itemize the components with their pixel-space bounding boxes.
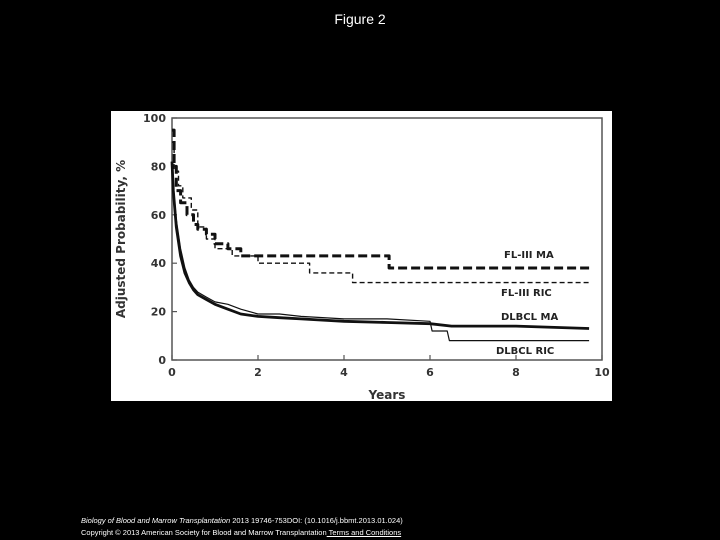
y-tick-label: 60 — [150, 208, 166, 222]
series-label: FL-III RIC — [501, 288, 552, 299]
x-axis-ticks — [168, 355, 610, 379]
y-tick-label: 80 — [150, 160, 166, 174]
series-label: DLBCL RIC — [496, 346, 555, 357]
series-label: DLBCL MA — [501, 312, 559, 323]
x-tick-label: 6 — [426, 366, 434, 379]
survival-chart — [111, 111, 612, 401]
x-axis-title: Years — [368, 388, 406, 401]
citation-footer — [81, 515, 403, 539]
y-tick-label: 40 — [150, 257, 166, 271]
y-tick-label: 0 — [158, 354, 166, 367]
terms-link[interactable]: Terms and Conditions — [326, 528, 402, 537]
series-label: FL-III MA — [504, 250, 554, 261]
y-tick-label: 100 — [143, 112, 166, 125]
copyright-text: Copyright © 2013 American Society for Blood and Marrow Transplantation — [81, 528, 327, 537]
x-tick-label: 0 — [168, 366, 176, 379]
x-tick-label: 8 — [512, 366, 520, 379]
series-line-dlbcl-ma — [172, 162, 589, 329]
citation-line — [81, 515, 403, 527]
copyright-line — [81, 527, 403, 539]
y-tick-label: 20 — [150, 305, 166, 319]
series-line-fl-iii-ric — [172, 142, 589, 282]
series-lines — [172, 130, 589, 341]
figure-panel — [111, 111, 612, 401]
journal-name: Biology of Blood and Marrow Transplantation — [81, 516, 231, 525]
citation-text: 2013 19746-753DOI: (10.1016/j.bbmt.2013.01.024) — [230, 516, 403, 525]
slide-title: Figure 2 — [334, 11, 386, 27]
x-tick-label: 4 — [340, 366, 348, 379]
x-tick-label: 2 — [254, 366, 262, 379]
y-axis-title: Adjusted Probability, % — [114, 159, 128, 319]
x-tick-label: 10 — [594, 366, 610, 379]
series-line-fl-iii-ma — [172, 130, 589, 268]
